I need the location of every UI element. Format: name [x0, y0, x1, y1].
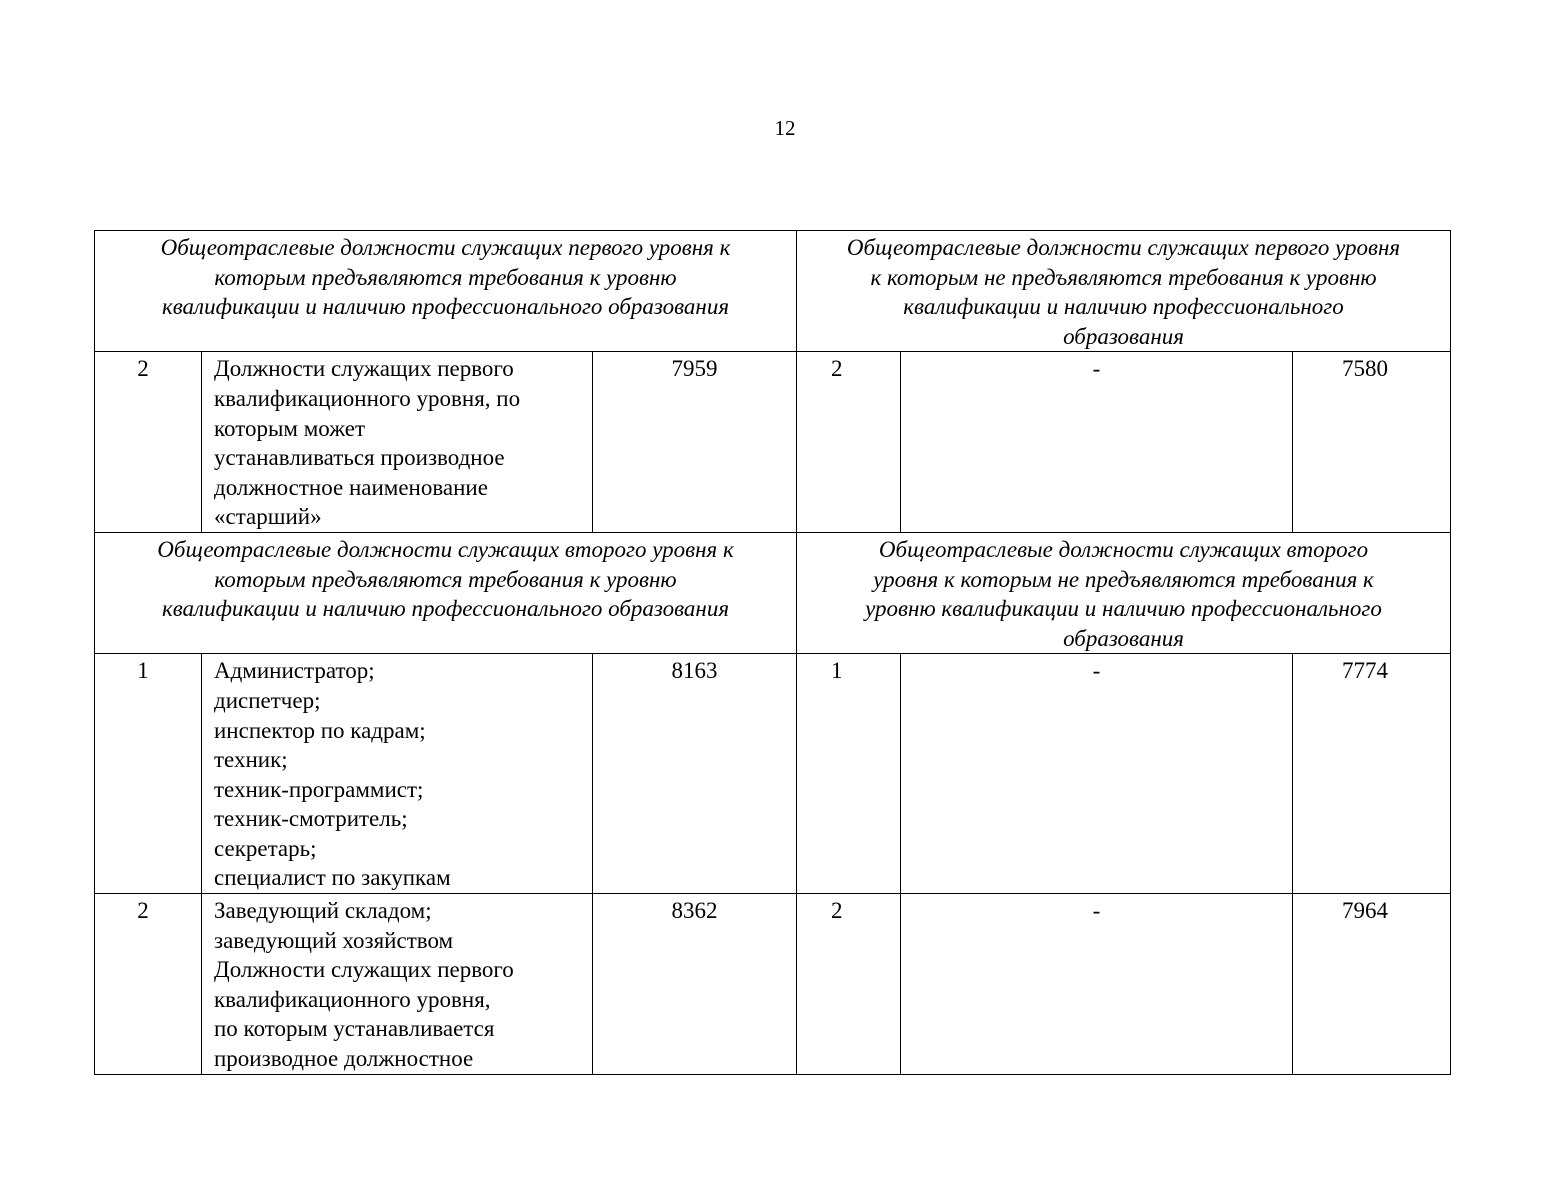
table-row [95, 654, 1451, 894]
left-positions-cell [202, 352, 593, 533]
position-line: Заведующий складом; [214, 898, 432, 924]
header-line: Общеотраслевые должности служащих второго [878, 536, 1369, 562]
group-header-left [95, 532, 797, 653]
position-line: должностное наименование [214, 474, 488, 500]
right-positions-cell: - [901, 654, 1293, 894]
header-line: Общеотраслевые должности служащих первого уровня [846, 235, 1401, 260]
right-level-cell: 2 [797, 352, 901, 533]
header-line: образования [1063, 323, 1184, 349]
left-value-cell: 8362 [593, 894, 797, 1075]
left-value-cell: 7959 [593, 352, 797, 533]
position-line: «старший» [214, 504, 322, 530]
position-line: Администратор; [214, 658, 375, 684]
position-line: специалист по закупкам [214, 865, 451, 891]
left-value-cell: 8163 [593, 654, 797, 894]
group-header-right [797, 532, 1451, 653]
right-value-cell: 7580 [1293, 352, 1451, 533]
header-line: квалификации и наличию профессионального образования [161, 596, 730, 622]
position-line: устанавливаться производное [214, 445, 505, 471]
left-positions-cell [202, 894, 593, 1075]
position-line: Должности служащих первого [214, 957, 514, 983]
position-line: диспетчер; [214, 687, 321, 713]
page-number: 12 [774, 116, 796, 140]
position-line: по которым устанавливается [214, 1016, 495, 1042]
header-line: Общеотраслевые должности служащих первого уровня к [160, 235, 731, 260]
group-header-row [95, 231, 1451, 352]
position-line: секретарь; [214, 835, 317, 861]
salary-table [94, 230, 1451, 1075]
header-line: образования [1063, 625, 1184, 651]
right-value-cell: 7774 [1293, 654, 1451, 894]
group-header-row [95, 532, 1451, 653]
position-line: инспектор по кадрам; [214, 717, 426, 743]
position-line: техник-смотритель; [214, 806, 408, 832]
header-line: уровня к которым не предъявляются требования к [873, 566, 1374, 592]
table-row [95, 352, 1451, 533]
group-header-left [95, 231, 797, 352]
header-line: которым предъявляются требования к уровню [214, 566, 677, 592]
left-level-cell: 2 [95, 894, 202, 1075]
left-positions-cell [202, 654, 593, 894]
header-line: Общеотраслевые должности служащих второго уровня к [157, 536, 734, 562]
right-value-cell: 7964 [1293, 894, 1451, 1075]
left-level-cell: 1 [95, 654, 202, 894]
group-header-right [797, 231, 1451, 352]
position-line: которым может [214, 415, 366, 441]
position-line: Должности служащих первого [214, 356, 514, 382]
header-line: которым предъявляются требования к уровню [214, 264, 677, 290]
right-positions-cell: - [901, 894, 1293, 1075]
header-line: уровню квалификации и наличию профессионального [865, 596, 1382, 622]
position-line: техник; [214, 747, 288, 773]
position-line: квалификационного уровня, [214, 986, 491, 1012]
position-line: производное должностное [214, 1046, 474, 1072]
right-positions-cell: - [901, 352, 1293, 533]
position-line: техник-программист; [214, 776, 424, 802]
header-line: квалификации и наличию профессионального [903, 294, 1344, 320]
right-level-cell: 2 [797, 894, 901, 1075]
header-line: квалификации и наличию профессионального образования [161, 294, 730, 320]
position-line: заведующий хозяйством [214, 927, 454, 953]
header-line: к которым не предъявляются требования к уровню [870, 264, 1377, 290]
position-line: квалификационного уровня, по [214, 385, 521, 411]
table-row [95, 894, 1451, 1075]
right-level-cell: 1 [797, 654, 901, 894]
left-level-cell: 2 [95, 352, 202, 533]
